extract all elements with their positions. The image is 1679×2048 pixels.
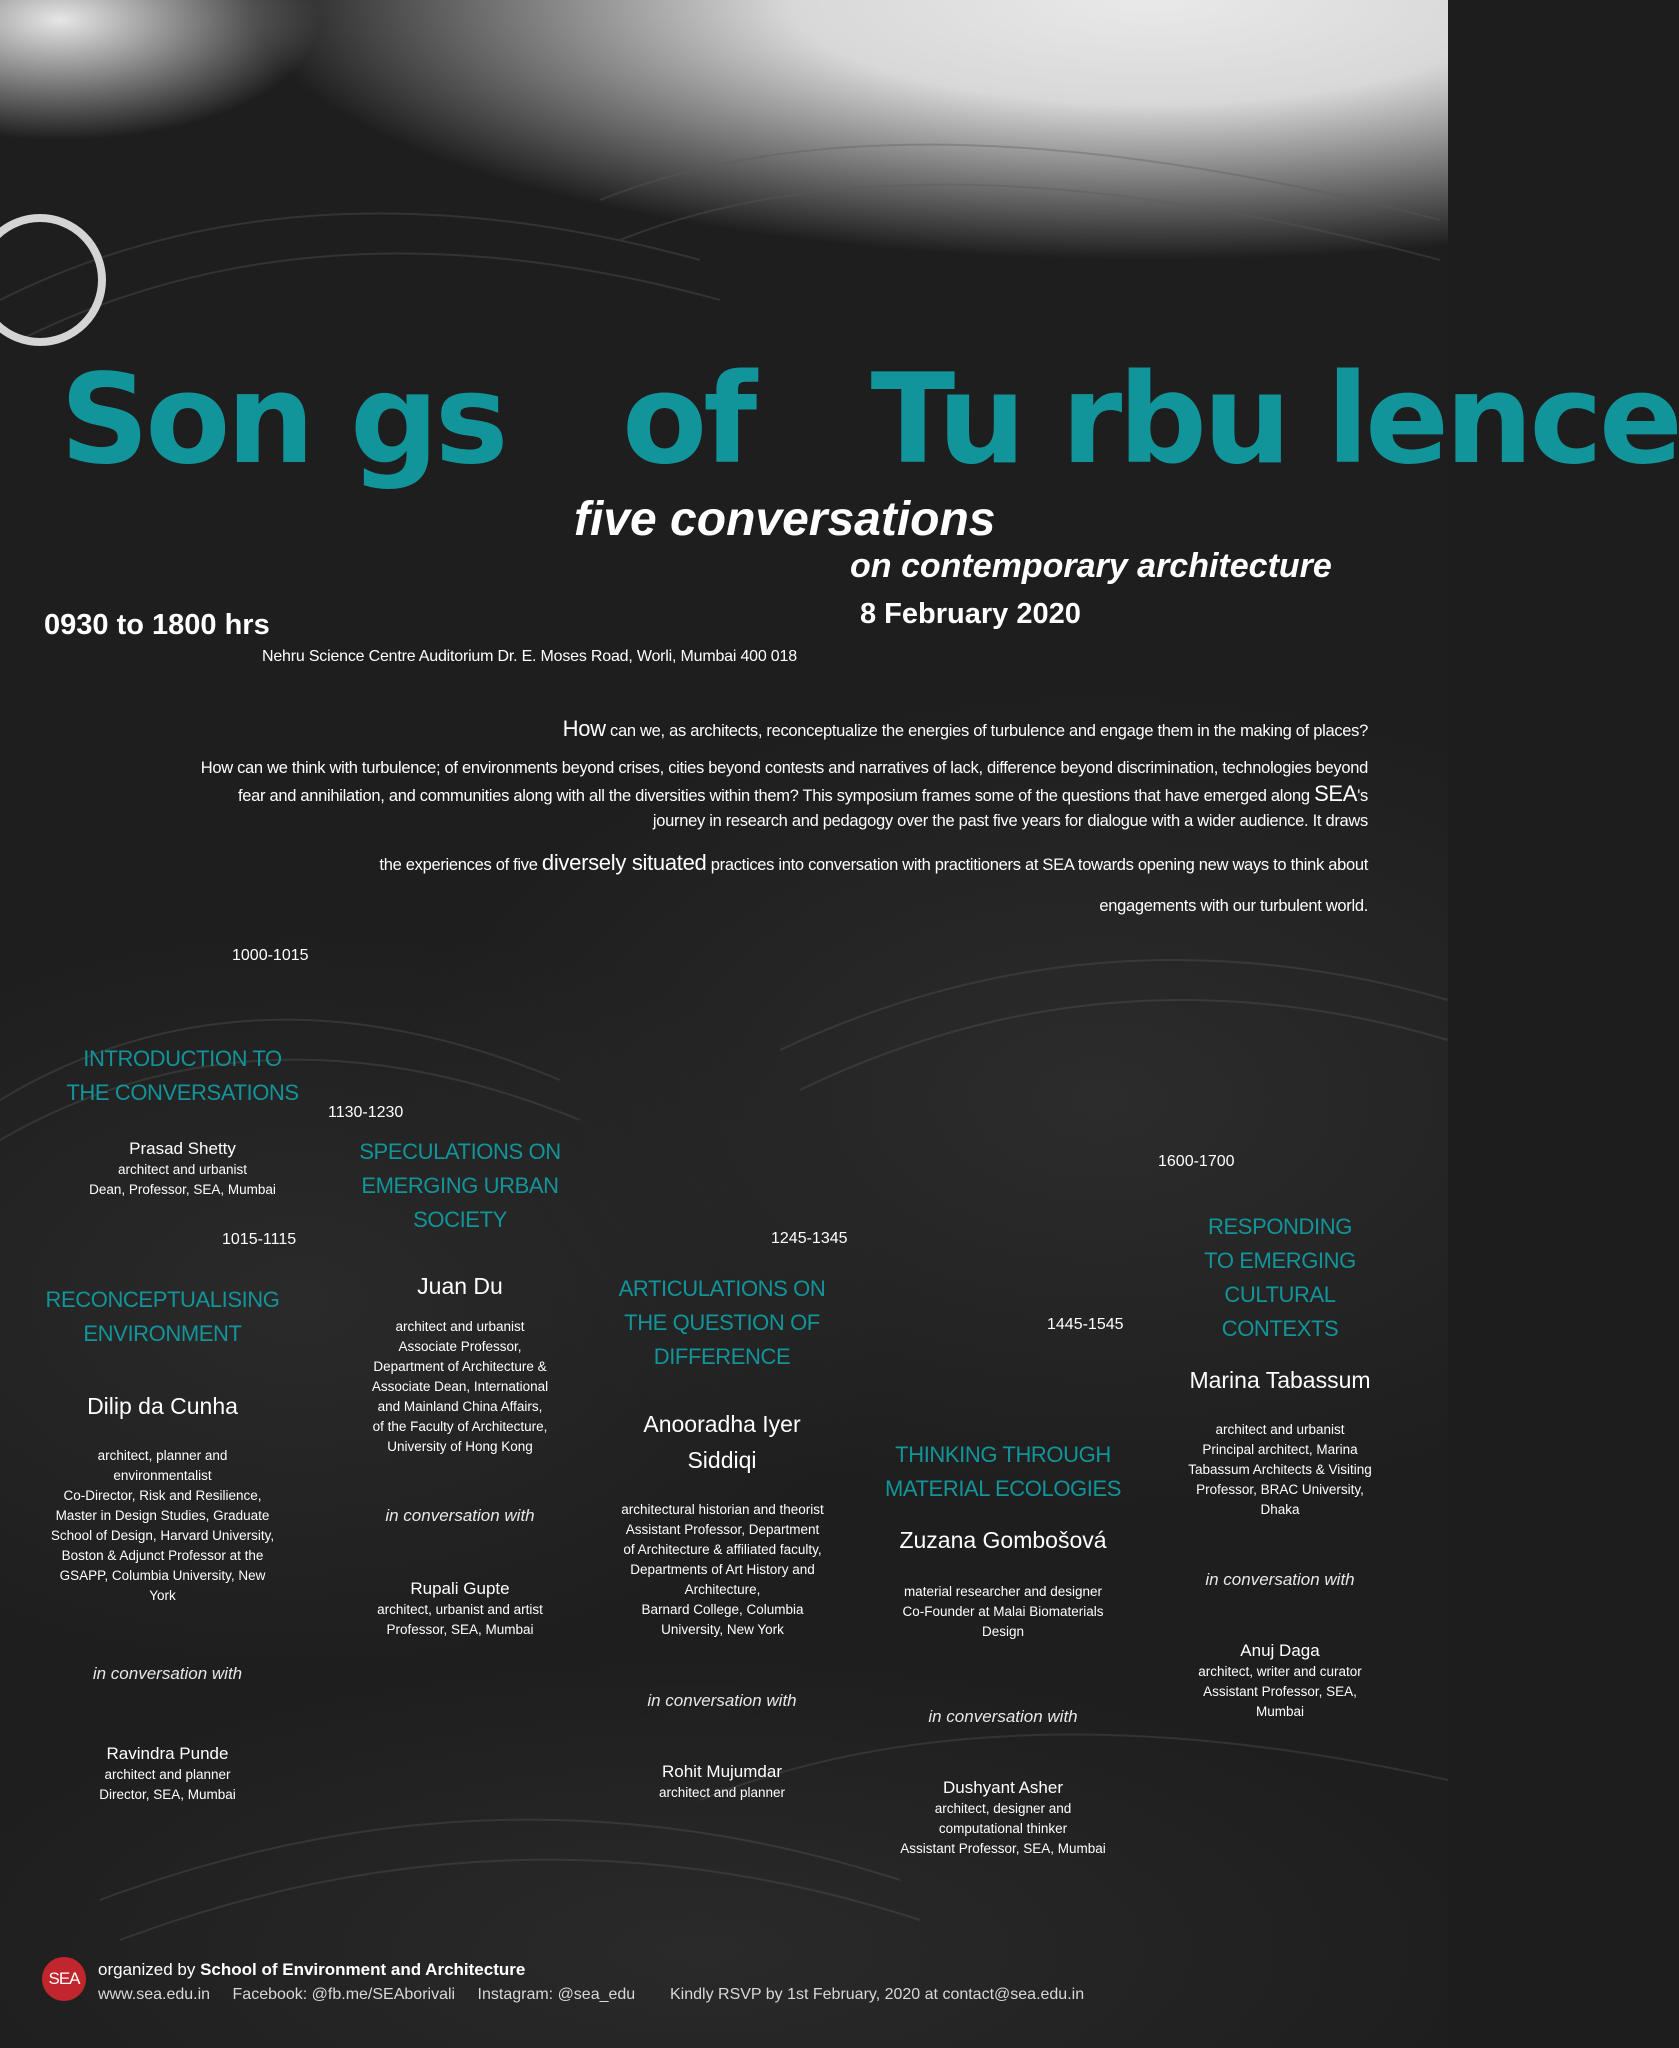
session-2-desc — [335, 1317, 585, 1457]
intro-desc-2: Dean, Professor, SEA, Mumbai — [89, 1182, 276, 1197]
session-2-desc-line: Associate Dean, International — [371, 1379, 549, 1394]
session-5-title-line-3: CULTURAL — [1224, 1282, 1336, 1307]
session-3-partner-block — [582, 1761, 862, 1803]
session-4-title — [868, 1438, 1138, 1506]
event-date: 8 February 2020 — [860, 598, 1081, 630]
session-5-title — [1150, 1210, 1410, 1346]
session-1-title — [20, 1283, 305, 1351]
session-3-title — [582, 1272, 862, 1374]
session-5-time: 1600-1700 — [1158, 1153, 1235, 1170]
intro-p3b: practices into conversation with practitioners at SEA towards opening new ways to think about — [706, 856, 1368, 874]
session-2-partner-block — [320, 1578, 600, 1640]
session-3-desc-line: University, New York — [661, 1622, 784, 1637]
session-5-conversation-label: in conversation with — [1205, 1570, 1355, 1589]
session-4-desc-line: material researcher and designer — [903, 1584, 1103, 1599]
session-1-desc-line: Boston & Adjunct Professor at the — [61, 1548, 264, 1563]
session-4-title-line-2: MATERIAL ECOLOGIES — [884, 1476, 1122, 1501]
session-1-partner-block — [20, 1743, 315, 1805]
session-5-desc-line: Professor, BRAC University, — [1196, 1482, 1364, 1497]
session-5-desc — [1160, 1420, 1400, 1520]
session-2-desc-line: of the Faculty of Architecture, — [372, 1419, 548, 1434]
session-5-partner-block — [1150, 1640, 1410, 1722]
session-4-desc-line: Design — [981, 1624, 1025, 1639]
rsvp-note: Kindly RSVP by 1st February, 2020 at contact@sea.edu.in — [670, 1986, 1085, 2003]
event-subtitle-1: five conversations — [574, 493, 996, 546]
session-5-title-line-1: RESPONDING — [1208, 1214, 1352, 1239]
session-2-desc-line: University of Hong Kong — [387, 1439, 533, 1454]
intro-speaker-block — [40, 1138, 325, 1200]
session-5-desc-line: Tabassum Architects & Visiting — [1188, 1462, 1372, 1477]
session-5-title-line-2: TO EMERGING — [1204, 1248, 1356, 1273]
session-2-title — [320, 1135, 600, 1237]
organized-by-label: organized by — [98, 1960, 201, 1979]
session-3-title-line-2: THE QUESTION OF — [624, 1310, 820, 1335]
session-1-time: 1015-1115 — [222, 1231, 297, 1248]
session-3-title-line-1: ARTICULATIONS ON — [618, 1276, 826, 1301]
session-2-conversation-label: in conversation with — [385, 1506, 535, 1525]
session-3-desc-line: Barnard College, Columbia — [641, 1602, 804, 1617]
session-4-title-line-1: THINKING THROUGH — [895, 1442, 1111, 1467]
session-1-partner-desc: Director, SEA, Mumbai — [99, 1787, 236, 1802]
session-5-partner: Anuj Daga — [1240, 1641, 1320, 1660]
intro-text — [200, 716, 1368, 931]
session-4-time: 1445-1545 — [1047, 1316, 1124, 1333]
intro-time: 1000-1015 — [232, 947, 309, 964]
intro-title-line-2: THE CONVERSATIONS — [66, 1080, 299, 1105]
session-5-desc-line: architect and urbanist — [1215, 1422, 1345, 1437]
session-5-partner-desc: Assistant Professor, SEA, — [1203, 1684, 1357, 1699]
intro-title-line-1: INTRODUCTION TO — [83, 1046, 282, 1071]
intro-diversely: diversely situated — [541, 850, 707, 875]
session-5-speaker: Marina Tabassum — [1189, 1367, 1371, 1393]
session-4-partner-desc: Assistant Professor, SEA, Mumbai — [900, 1841, 1106, 1856]
footer-links — [98, 1986, 653, 2004]
session-2-time: 1130-1230 — [328, 1104, 404, 1121]
session-1-partner-desc: architect and planner — [104, 1767, 231, 1782]
session-2-partner-desc: architect, urbanist and artist — [377, 1602, 543, 1617]
session-2-desc-line: Department of Architecture & — [373, 1359, 547, 1374]
session-3-desc-line: Departments of Art History and — [630, 1562, 815, 1577]
session-3-time: 1245-1345 — [771, 1230, 848, 1247]
session-5-partner-desc: architect, writer and curator — [1198, 1664, 1362, 1679]
intro-p4: engagements with our turbulent world. — [1099, 897, 1368, 915]
session-3-title-line-3: DIFFERENCE — [653, 1344, 791, 1369]
session-5-desc-line: Dhaka — [1260, 1502, 1300, 1517]
session-3-desc-line: Assistant Professor, Department — [625, 1522, 820, 1537]
session-4-speaker: Zuzana Gombošová — [899, 1527, 1107, 1553]
session-3-desc — [600, 1500, 845, 1640]
session-2-partner: Rupali Gupte — [410, 1579, 510, 1598]
event-subtitle-2: on contemporary architecture — [850, 547, 1332, 585]
session-3-desc-line: architectural historian and theorist — [621, 1502, 824, 1517]
session-3-partner-desc: architect and planner — [658, 1785, 786, 1800]
intro-p3a: the experiences of five — [379, 856, 542, 874]
intro-p2b: 's journey in research and pedagogy over the past five years for dialogue with a wider audience. It draws — [652, 787, 1368, 830]
session-3-desc-line: Architecture, — [684, 1582, 761, 1597]
session-2-title-line-1: SPECULATIONS ON — [359, 1139, 561, 1164]
session-3-speaker-line-2: Siddiqi — [687, 1447, 757, 1473]
session-2-desc-line: architect and urbanist — [395, 1319, 525, 1334]
session-5-partner-desc: Mumbai — [1255, 1704, 1304, 1719]
session-4-partner-block — [868, 1777, 1138, 1859]
session-1-speaker: Dilip da Cunha — [87, 1393, 238, 1419]
session-1-conversation-label: in conversation with — [92, 1664, 243, 1683]
session-4-desc — [878, 1582, 1128, 1642]
session-1-desc-line: architect, planner and — [97, 1448, 228, 1463]
session-1-desc-line: York — [149, 1588, 176, 1603]
intro-p2a: How can we think with turbulence; of environments beyond crises, cities beyond contests and narratives of lack, difference beyond discrimination, technologies beyond fear and annihilation, and communities along with all the diversities within them? This symposium frames some of the questions that have emerged along — [200, 759, 1368, 805]
session-2-speaker: Juan Du — [417, 1273, 503, 1299]
instagram-link[interactable]: Instagram: @sea_edu — [477, 1986, 636, 2003]
intro-sea: SEA — [1314, 781, 1358, 806]
facebook-link[interactable]: Facebook: @fb.me/SEAborivali — [232, 1986, 456, 2003]
session-2-desc-line: and Mainland China Affairs, — [377, 1399, 543, 1414]
session-4-desc-line: Co-Founder at Malai Biomaterials — [902, 1604, 1104, 1619]
session-2-partner-desc: Professor, SEA, Mumbai — [386, 1622, 534, 1637]
session-4-partner: Dushyant Asher — [942, 1778, 1063, 1797]
event-time: 0930 to 1800 hrs — [44, 609, 270, 641]
session-4-partner-desc: computational thinker — [938, 1821, 1068, 1836]
session-3-speaker — [582, 1406, 862, 1478]
session-1-partner: Ravindra Punde — [106, 1744, 229, 1763]
session-3-speaker-line-1: Anooradha Iyer — [643, 1411, 801, 1437]
session-3-desc-line: of Architecture & affiliated faculty, — [623, 1542, 822, 1557]
intro-desc-1: architect and urbanist — [117, 1162, 248, 1177]
session-1-desc-line: Master in Design Studies, Graduate — [55, 1508, 270, 1523]
intro-p1: can we, as architects, reconceptualize the energies of turbulence and engage them in the making of places? — [605, 722, 1368, 740]
sea-logo: SEA — [42, 1957, 86, 2001]
website-link[interactable]: www.sea.edu.in — [98, 1986, 211, 2003]
session-4-partner-desc: architect, designer and — [934, 1801, 1072, 1816]
session-3-partner: Rohit Mujumdar — [662, 1762, 782, 1781]
session-5-desc-line: Principal architect, Marina — [1202, 1442, 1358, 1457]
session-1-desc — [30, 1446, 295, 1606]
session-2-title-line-3: SOCIETY — [413, 1207, 507, 1232]
intro-speaker: Prasad Shetty — [129, 1139, 236, 1158]
event-venue: Nehru Science Centre Auditorium Dr. E. Moses Road, Worli, Mumbai 400 018 — [262, 648, 797, 665]
session-5-title-line-4: CONTEXTS — [1221, 1316, 1339, 1341]
organizer-name: School of Environment and Architecture — [200, 1960, 526, 1979]
event-title: Son gs of Tu rbu lence — [60, 348, 1679, 492]
session-1-desc-line: School of Design, Harvard University, — [50, 1528, 275, 1543]
session-4-conversation-label: in conversation with — [928, 1707, 1078, 1726]
session-1-title-line-2: ENVIRONMENT — [83, 1321, 242, 1346]
session-1-title-line-1: RECONCEPTUALISING — [45, 1287, 280, 1312]
session-2-title-line-2: EMERGING URBAN — [361, 1173, 559, 1198]
session-1-desc-line: GSAPP, Columbia University, New — [59, 1568, 266, 1583]
intro-title — [40, 1042, 325, 1110]
session-1-desc-line: Co-Director, Risk and Resilience, — [63, 1488, 262, 1503]
intro-lead: How — [562, 716, 606, 741]
organized-by — [98, 1960, 525, 1980]
session-3-conversation-label: in conversation with — [647, 1691, 797, 1710]
session-2-desc-line: Associate Professor, — [398, 1339, 522, 1354]
session-1-desc-line: environmentalist — [113, 1468, 212, 1483]
